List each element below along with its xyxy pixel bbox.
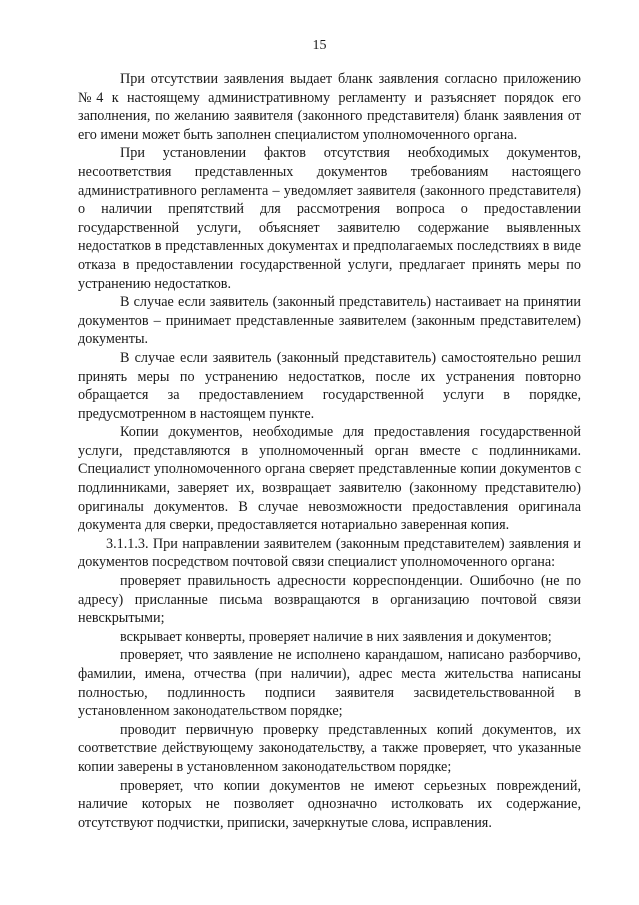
list-item-check-damage: проверяет, что копии документов не имеют серьезных повреждений, наличие которых не позволяет однозначно истолковать их содержание, отсутствуют подчистки, приписки, зачеркнутые слова, исправления.	[78, 777, 581, 831]
list-item-open-envelopes: вскрывает конверты, проверяет наличие в них заявления и документов;	[120, 628, 552, 645]
paragraph-applicant-fixes: В случае если заявитель (законный представитель) самостоятельно решил принять меры по устранению недостатков, после их устранения повторно обращается за предоставлением государственной услуги в порядке, предусмотренном в настоящем пункте.	[78, 349, 581, 422]
list-item-check-application: проверяет, что заявление не исполнено карандашом, написано разборчиво, фамилии, имена, отчества (при наличии), адрес места жительства написаны полностью, подлинность подписи заявителя засвидетельствованной в установленном законодательством порядке;	[78, 647, 581, 720]
paragraph-blank-form: При отсутствии заявления выдает бланк заявления согласно приложению №4 к настоящему административному регламенту и разъясняет порядок его заполнения, по желанию заявителя (законного представителя) бланк заявления от его имени может быть заполнен специалистом уполномоченного органа.	[78, 71, 581, 143]
page-body	[78, 70, 581, 832]
paragraph-section-3-1-1-3: 3.1.1.3. При направлении заявителем (законным представителем) заявления и документов посредством почтовой связи специалист уполномоченного органа:	[78, 535, 581, 571]
paragraph-document-copies: Копии документов, необходимые для предоставления государственной услуги, представляются в уполномоченный орган вместе с подлинниками. Специалист уполномоченного органа сверяет представленные копии документов с подлинниками, заверяет их, возвращает заявителю (законному представителю) оригиналы документов. В случае невозможности предоставления оригинала документа для сверки, предоставляется нотариально заверенная копия.	[78, 424, 581, 534]
paragraph-missing-documents: При установлении фактов отсутствия необходимых документов, несоответствия представленных документов требованиям настоящего административного регламента – уведомляет заявителя (законного представителя) о наличии препятствий для рассмотрения вопроса о предоставлении государственной услуги, объясняет заявителю содержание выявленных недостатков в представленных документах и предполагаемых последствиях в виде отказа в предоставлении государственной услуги, предлагает принять меры по устранению недостатков.	[78, 145, 581, 292]
paragraph-applicant-insists: В случае если заявитель (законный представитель) настаивает на принятии документов – принимает представленные заявителем (законным представителем) документы.	[78, 294, 581, 348]
list-item-check-copies: проводит первичную проверку представленных копий документов, их соответствие действующему законодательству, а также проверяет, что указанные копии заверены в установленном законодательством порядке;	[78, 721, 581, 775]
list-item-check-address: проверяет правильность адресности корреспонденции. Ошибочно (не по адресу) присланные письма возвращаются в организацию почтовой связи невскрытыми;	[78, 573, 581, 627]
page-number: 15	[312, 38, 327, 53]
